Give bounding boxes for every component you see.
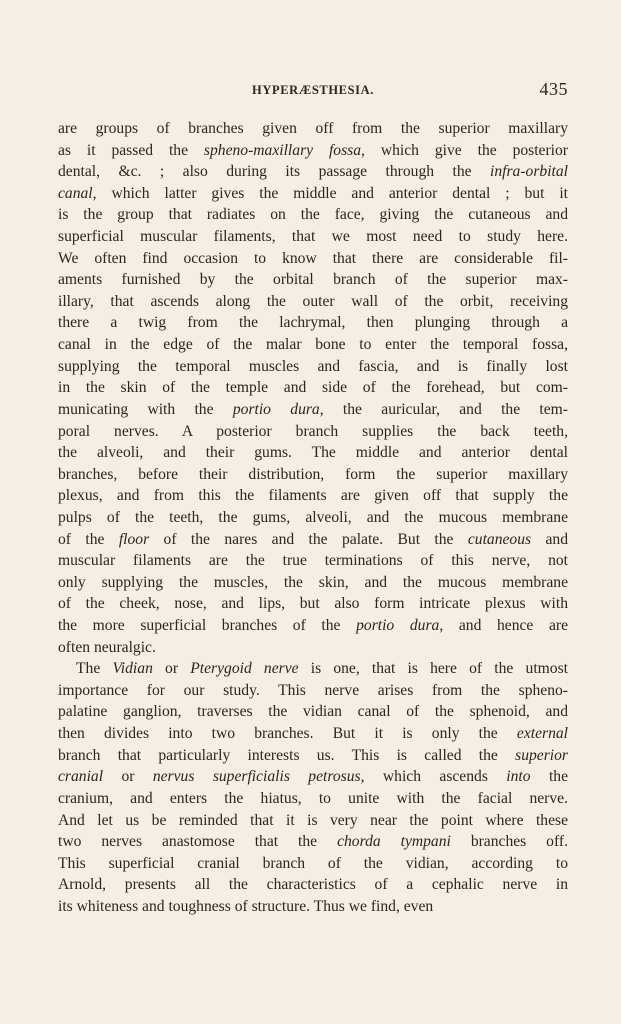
text-segment: two nerves anastomose that the: [58, 833, 338, 851]
text-line: [58, 161, 568, 183]
text-line: [58, 593, 568, 615]
text-segment: is the group that radiates on the face, giving the cutaneous and: [58, 206, 568, 224]
text-line: [58, 248, 568, 270]
text-segment: And let us be reminded that it is very near the point where these: [58, 811, 568, 829]
text-segment: municating with the: [58, 400, 233, 418]
text-segment: of the nares and the palate. But the: [149, 530, 468, 548]
italic-text: external: [516, 725, 568, 743]
text-segment: are groups of branches given off from the superior maxillary: [58, 120, 568, 137]
text-segment: We often find occasion to know that there are considerable fil-: [58, 249, 568, 267]
text-segment: supplying the temporal muscles and fascia, and is finally lost: [58, 357, 568, 375]
text-segment: branch that particularly interests us. This is called the: [58, 746, 516, 764]
italic-text: canal: [58, 184, 93, 202]
text-segment: of the cheek, nose, and lips, but also form intricate plexus with: [58, 595, 568, 613]
text-segment: and: [531, 530, 568, 548]
italic-text: floor: [118, 530, 150, 548]
text-segment: or: [103, 768, 153, 786]
text-line: [58, 442, 568, 464]
text-line: [58, 183, 568, 205]
text-line: [58, 896, 568, 918]
text-segment: dental, &c. ; also during its passage through the: [58, 163, 491, 181]
italic-text: portio dura: [232, 400, 320, 418]
text-segment: illary, that ascends along the outer wall of the orbit, receiving: [58, 292, 568, 310]
text-line: [58, 356, 568, 378]
text-line: [58, 572, 568, 594]
text-line: [58, 831, 568, 853]
text-segment: the: [530, 768, 568, 786]
text-segment: only supplying the muscles, the skin, and the mucous membrane: [58, 573, 568, 591]
text-line: [58, 615, 568, 637]
italic-text: Vidian: [112, 660, 153, 678]
text-line: [58, 464, 568, 486]
text-line: [58, 334, 568, 356]
italic-text: into: [506, 768, 531, 786]
text-line: [58, 140, 568, 162]
text-segment: poral nerves. A posterior branch supplies the back teeth,: [58, 422, 568, 440]
text-line: [58, 701, 568, 723]
italic-text: superior: [515, 746, 568, 764]
italic-text: cutaneous: [467, 530, 532, 548]
text-line: [58, 874, 568, 896]
text-line: [58, 399, 568, 421]
text-line: [58, 204, 568, 226]
text-segment: branches off.: [450, 833, 568, 851]
text-segment: , which ascends: [360, 768, 507, 786]
text-line: [58, 226, 568, 248]
text-line: [58, 745, 568, 767]
text-segment: , which latter gives the middle and anterior dental ; but it: [92, 184, 568, 202]
text-line: [58, 550, 568, 572]
text-segment: then divides into two branches. But it is only the: [58, 725, 517, 743]
text-segment: canal in the edge of the malar bone to enter the temporal fossa,: [58, 336, 568, 354]
text-segment: superficial muscular filaments, that we most need to study here.: [58, 228, 568, 246]
text-segment: as it passed the: [58, 141, 204, 159]
text-line: [58, 291, 568, 313]
text-segment: the more superficial branches of the: [58, 617, 357, 635]
text-line: [58, 766, 568, 788]
text-line: [58, 788, 568, 810]
text-segment: the alveoli, and their gums. The middle and anterior dental: [58, 444, 568, 462]
text-segment: palatine ganglion, traverses the vidian canal of the sphenoid, and: [58, 703, 568, 721]
text-segment: , which give the posterior: [361, 141, 568, 159]
page-number: 435: [539, 79, 568, 99]
text-line: [58, 507, 568, 529]
text-line: [58, 421, 568, 443]
text-line: [58, 723, 568, 745]
text-segment: of the: [58, 530, 119, 548]
text-segment: there a twig from the lachrymal, then plunging through a: [58, 314, 568, 332]
running-head: [58, 80, 568, 102]
text-segment: pulps of the teeth, the gums, alveoli, and the mucous membrane: [58, 508, 568, 526]
text-line: [58, 810, 568, 832]
italic-text: cranial: [58, 768, 104, 786]
text-segment: , and hence are: [439, 617, 568, 635]
text-segment: or: [152, 660, 191, 678]
text-line: [58, 680, 568, 702]
text-line: [58, 269, 568, 291]
text-line: [58, 377, 568, 399]
text-segment: importance for our study. This nerve arises from the spheno-: [58, 681, 568, 699]
text-segment: Arnold, presents all the characteristics of a cephalic nerve in: [58, 876, 568, 894]
text-segment: muscular filaments are the true terminations of this nerve, not: [58, 552, 568, 570]
italic-text: infra-orbital: [490, 163, 568, 181]
text-line: [58, 658, 568, 680]
running-title: HYPERÆSTHESIA.: [252, 83, 374, 97]
text-segment: in the skin of the temple and side of the forehead, but com-: [58, 379, 568, 397]
text-segment: This superficial cranial branch of the vidian, according to: [58, 854, 568, 872]
italic-text: portio dura: [356, 617, 440, 635]
text-segment: , the auricular, and the tem-: [319, 400, 568, 418]
text-line: [58, 312, 568, 334]
text-segment: cranium, and enters the hiatus, to unite with the facial nerve.: [58, 789, 568, 807]
text-segment: often neuralgic.: [58, 638, 156, 656]
text-line: [58, 485, 568, 507]
text-segment: The: [76, 660, 113, 678]
italic-text: nervus superficialis petrosus: [152, 768, 361, 786]
text-segment: is one, that is here of the utmost: [298, 660, 568, 678]
text-line: [58, 637, 568, 659]
text-line: [58, 853, 568, 875]
text-segment: aments furnished by the orbital branch of the superior max-: [58, 271, 568, 289]
italic-text: spheno-maxillary fossa: [203, 141, 362, 159]
text-line: [58, 118, 568, 140]
italic-text: Pterygoid nerve: [190, 660, 299, 678]
italic-text: chorda tympani: [337, 833, 451, 851]
text-segment: its whiteness and toughness of structure. Thus we find, even: [58, 897, 434, 915]
body-text: [58, 118, 568, 918]
text-line: [58, 529, 568, 551]
text-segment: plexus, and from this the filaments are given off that supply the: [58, 487, 568, 505]
text-segment: branches, before their distribution, form the superior maxillary: [58, 465, 568, 483]
